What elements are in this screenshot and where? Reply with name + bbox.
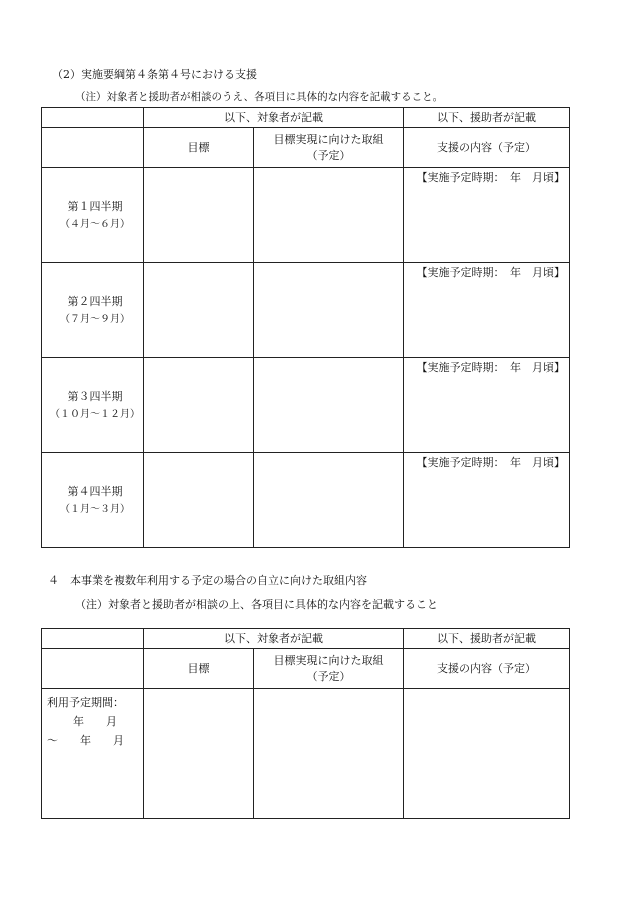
subheader-empty-cell (42, 128, 144, 168)
effort-input-cell[interactable] (254, 689, 404, 819)
column-goal: 目標 (144, 128, 254, 168)
period-start: 年 月 (73, 715, 117, 728)
table-row (42, 263, 570, 358)
effort-input-cell[interactable] (254, 263, 404, 358)
quarter-range: （４月～６月） (60, 219, 130, 230)
timing-label: 【実施予定時期： 年 月頃】 (416, 361, 565, 374)
column-effort-line1: 目標実現に向けた取組 (273, 653, 384, 667)
column-effort-line2: （予定） (306, 669, 351, 683)
column-support: 支援の内容（予定） (404, 649, 570, 689)
timing-label: 【実施予定時期： 年 月頃】 (416, 171, 565, 184)
period-cell (42, 689, 144, 819)
goal-input-cell[interactable] (144, 689, 254, 819)
column-effort (254, 649, 404, 689)
header-helper: 以下、援助者が記載 (404, 629, 570, 649)
effort-input-cell[interactable] (254, 358, 404, 453)
effort-input-cell[interactable] (254, 453, 404, 548)
support-input-cell[interactable] (404, 358, 570, 453)
quarter-name: 第３四半期 (67, 390, 123, 403)
section-note: （注）対象者と援助者が相談の上、各項目に具体的な内容を記載すること (75, 598, 438, 611)
quarter-cell (42, 168, 144, 263)
multi-year-plan-table (41, 628, 570, 819)
quarter-range: （１月～３月） (60, 504, 130, 515)
goal-input-cell[interactable] (144, 453, 254, 548)
quarter-name: 第２四半期 (67, 295, 123, 308)
quarter-name: 第４四半期 (67, 485, 123, 498)
quarter-range: （１０月～１２月） (50, 409, 140, 420)
subheader-empty-cell (42, 649, 144, 689)
section-heading: （2）実施要綱第４条第４号における支援 (52, 68, 257, 81)
column-effort-line2: （予定） (306, 148, 351, 162)
quarter-cell (42, 263, 144, 358)
header-subject: 以下、対象者が記載 (144, 108, 404, 128)
header-empty-cell (42, 108, 144, 128)
timing-label: 【実施予定時期： 年 月頃】 (416, 456, 565, 469)
table-row (42, 358, 570, 453)
table-row (42, 453, 570, 548)
table-row (42, 168, 570, 263)
quarterly-support-table (41, 107, 570, 548)
quarter-range: （７月～９月） (60, 314, 130, 325)
goal-input-cell[interactable] (144, 263, 254, 358)
header-subject: 以下、対象者が記載 (144, 629, 404, 649)
column-goal: 目標 (144, 649, 254, 689)
support-input-cell[interactable] (404, 263, 570, 358)
table-row (42, 689, 570, 819)
support-input-cell[interactable] (404, 689, 570, 819)
column-effort (254, 128, 404, 168)
period-label: 利用予定期間： (47, 696, 124, 709)
timing-label: 【実施予定時期： 年 月頃】 (416, 266, 565, 279)
header-helper: 以下、援助者が記載 (404, 108, 570, 128)
section-note: （注）対象者と援助者が相談のうえ、各項目に具体的な内容を記載すること。 (75, 91, 444, 103)
support-input-cell[interactable] (404, 168, 570, 263)
quarter-cell (42, 358, 144, 453)
column-support: 支援の内容（予定） (404, 128, 570, 168)
goal-input-cell[interactable] (144, 168, 254, 263)
quarter-name: 第１四半期 (67, 200, 123, 213)
section-heading: ４ 本事業を複数年利用する予定の場合の自立に向けた取組内容 (48, 574, 367, 587)
period-end: ～ 年 月 (47, 734, 124, 747)
effort-input-cell[interactable] (254, 168, 404, 263)
quarter-cell (42, 453, 144, 548)
column-effort-line1: 目標実現に向けた取組 (273, 132, 384, 146)
goal-input-cell[interactable] (144, 358, 254, 453)
header-empty-cell (42, 629, 144, 649)
support-input-cell[interactable] (404, 453, 570, 548)
